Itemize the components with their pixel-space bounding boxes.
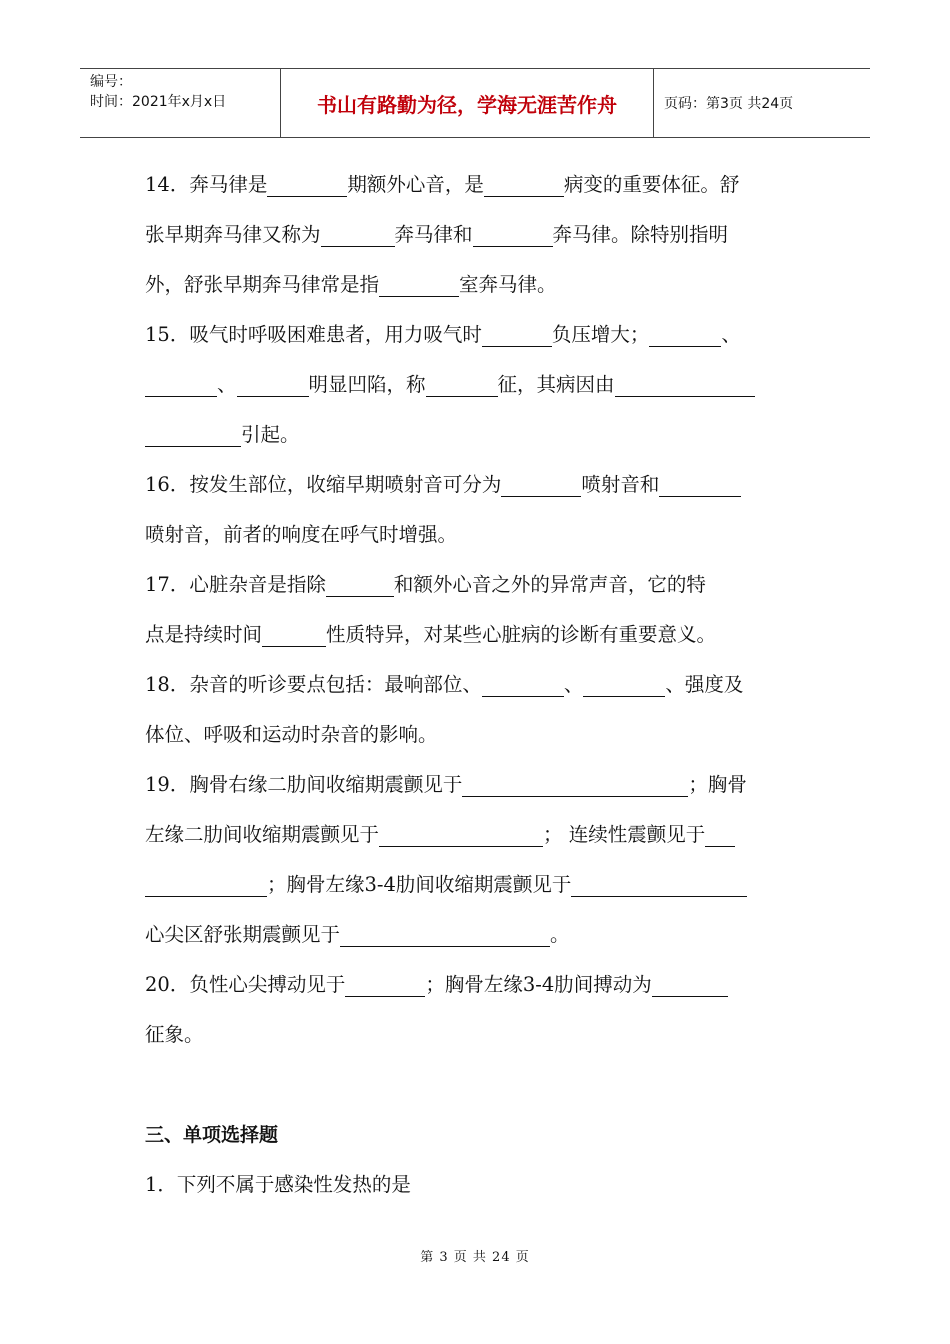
fill-in-blank	[345, 974, 425, 997]
fill-in-blank	[379, 824, 543, 847]
fill-in-blank	[571, 874, 747, 897]
fill-in-blank	[145, 374, 217, 397]
date-label: 时间：2021年x月x日	[90, 94, 227, 110]
line-text: 负压增大；	[551, 323, 650, 346]
text-line	[145, 210, 805, 260]
line-text: 17．心脏杂音是指除	[145, 573, 326, 596]
fill-in-blank	[379, 274, 459, 297]
fill-in-blank	[583, 674, 665, 697]
section-title: 三、单项选择题	[145, 1124, 279, 1146]
text-line	[145, 160, 805, 210]
line-text: 性质特异，对某些心脏病的诊断有重要意义。	[326, 623, 717, 646]
line-text: ；胸骨	[688, 773, 747, 796]
header-page-info: 页码：第3页 共24页	[664, 96, 794, 112]
text-line	[145, 310, 805, 360]
fill-in-blank	[649, 324, 721, 347]
text-line	[145, 910, 805, 960]
fill-in-blank	[482, 324, 552, 347]
line-text: 张早期奔马律又称为	[145, 223, 321, 246]
fill-in-blank	[426, 374, 498, 397]
text-line	[145, 510, 805, 560]
line-text: 19．胸骨右缘二肋间收缩期震颤见于	[145, 773, 463, 796]
number-label: 编号：	[90, 74, 132, 90]
text-line	[145, 710, 805, 760]
line-text: 室奔马律。	[459, 273, 557, 296]
line-text: 奔马律。除特别指明	[552, 223, 729, 246]
fill-in-blank	[652, 974, 728, 997]
text-line	[145, 760, 805, 810]
fill-in-blank	[705, 824, 735, 847]
text-line	[145, 360, 805, 410]
line-text: 征，其病因由	[497, 373, 615, 396]
text-line	[145, 460, 805, 510]
line-text: 、	[217, 373, 237, 396]
line-text: 病变的重要体征。舒	[563, 173, 740, 196]
line-text: ；胸骨左缘3-4肋间搏动为	[425, 973, 652, 996]
page-footer: 第 3 页 共 24 页	[420, 1250, 530, 1265]
question-lines	[145, 160, 805, 1060]
text-line	[145, 810, 805, 860]
line-text: 喷射音，前者的响度在呼气时增强。	[145, 523, 458, 546]
fill-in-blank	[237, 374, 309, 397]
line-text: 引起。	[241, 423, 300, 446]
fill-in-blank	[145, 874, 267, 897]
line-text: ；胸骨左缘3-4肋间收缩期震颤见于	[267, 873, 572, 896]
line-text: 左缘二肋间收缩期震颤见于	[145, 823, 380, 846]
line-text: 外，舒张早期奔马律常是指	[145, 273, 380, 296]
line-text: 和额外心音之外的异常声音，它的特	[393, 573, 706, 596]
fill-in-blank	[321, 224, 395, 247]
fill-in-blank	[473, 224, 553, 247]
line-text: 点是持续时间	[145, 623, 263, 646]
header-meta	[80, 69, 281, 137]
line-text: 征象。	[145, 1023, 204, 1046]
line-text: 14．奔马律是	[145, 173, 268, 196]
line-text: 心尖区舒张期震颤见于	[145, 923, 341, 946]
fill-in-blank	[326, 574, 394, 597]
text-line	[145, 860, 805, 910]
text-line	[145, 660, 805, 710]
document-body	[145, 160, 805, 1210]
fill-in-blank	[501, 474, 581, 497]
line-text: 奔马律和	[394, 223, 473, 246]
line-text: ； 连续性震颤见于	[543, 823, 706, 846]
fill-in-blank	[484, 174, 564, 197]
text-line	[145, 260, 805, 310]
line-text: 18．杂音的听诊要点包括：最响部位、	[145, 673, 482, 696]
line-text: 、	[721, 323, 741, 346]
line-text: 喷射音和	[581, 473, 660, 496]
question-1: 1．下列不属于感染性发热的是	[145, 1173, 411, 1196]
fill-in-blank	[340, 924, 550, 947]
fill-in-blank	[267, 174, 347, 197]
spacer	[145, 1060, 805, 1110]
line-text: 16．按发生部位，收缩早期喷射音可分为	[145, 473, 502, 496]
fill-in-blank	[615, 374, 755, 397]
fill-in-blank	[482, 674, 564, 697]
fill-in-blank	[145, 424, 241, 447]
line-text: 15．吸气时呼吸困难患者，用力吸气时	[145, 323, 482, 346]
text-line	[145, 410, 805, 460]
line-text: 期额外心音，是	[347, 173, 484, 196]
header-motto: 书山有路勤为径，学海无涯苦作舟	[281, 69, 654, 137]
fill-in-blank	[262, 624, 326, 647]
line-text: 明显凹陷，称	[308, 373, 426, 396]
fill-in-blank	[462, 774, 688, 797]
text-line	[145, 1010, 805, 1060]
line-text: 体位、呼吸和运动时杂音的影响。	[145, 723, 438, 746]
line-text: 、强度及	[665, 673, 744, 696]
fill-in-blank	[659, 474, 741, 497]
line-text: 20．负性心尖搏动见于	[145, 973, 346, 996]
line-text: 。	[550, 923, 570, 946]
text-line	[145, 560, 805, 610]
line-text: 、	[563, 673, 584, 696]
text-line	[145, 960, 805, 1010]
text-line	[145, 610, 805, 660]
page-header	[80, 68, 870, 138]
